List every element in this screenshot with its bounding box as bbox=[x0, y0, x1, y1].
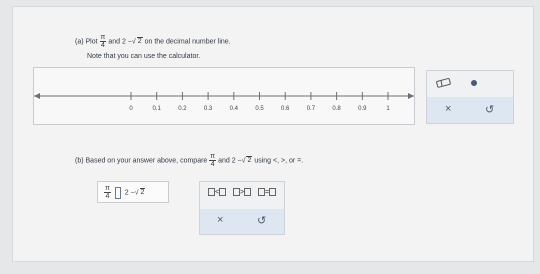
number-line-tick-label: 0.7 bbox=[306, 106, 316, 112]
number-line-tick-label: 0 bbox=[129, 106, 133, 112]
tool-actions bbox=[427, 97, 513, 123]
question-panel bbox=[12, 6, 534, 262]
number-line-tick-label: 0.3 bbox=[203, 106, 213, 112]
answer-slot[interactable] bbox=[115, 187, 121, 199]
part-b-label: (b) bbox=[75, 157, 84, 165]
sqrt-radicand: 2 bbox=[137, 38, 142, 46]
number-line-tick-label: 0.4 bbox=[229, 106, 238, 112]
point-tool-icon[interactable] bbox=[470, 79, 478, 87]
number-line-tick-label: 0.9 bbox=[358, 106, 367, 112]
number-line-area[interactable] bbox=[33, 67, 415, 125]
part-b-text: Based on your answer above, compare bbox=[85, 157, 208, 165]
and-text: and bbox=[218, 157, 230, 165]
number-line-tick-label: 0.1 bbox=[152, 106, 161, 112]
right-arrow-icon bbox=[408, 93, 414, 99]
clear-button[interactable]: × bbox=[445, 103, 452, 115]
fraction-numerator: π bbox=[105, 185, 110, 192]
part-a-label: (a) bbox=[75, 38, 84, 46]
fraction-denominator: 4 bbox=[101, 42, 105, 49]
equals-button[interactable]: = bbox=[258, 188, 276, 196]
eraser-icon[interactable] bbox=[435, 77, 453, 89]
pi-over-4-fraction bbox=[100, 34, 107, 49]
fraction-denominator: 4 bbox=[105, 193, 110, 200]
pi-over-4-fraction bbox=[209, 153, 216, 168]
sqrt-symbol: √ bbox=[241, 157, 246, 165]
answer-fraction bbox=[104, 185, 111, 200]
number-line-tick-label: 0.8 bbox=[332, 106, 341, 112]
left-arrow-icon bbox=[34, 93, 40, 99]
fraction-numerator: π bbox=[100, 34, 106, 41]
undo-button[interactable]: ↺ bbox=[485, 104, 495, 116]
undo-button[interactable]: ↺ bbox=[257, 215, 267, 227]
calculator-note: Note that you can use the calculator. bbox=[87, 53, 201, 60]
and-text: and bbox=[108, 38, 121, 46]
part-a-verb: Plot bbox=[85, 38, 98, 46]
expr-prefix: 2 − bbox=[121, 38, 132, 46]
sqrt-symbol: √ bbox=[131, 38, 136, 46]
tool-row bbox=[427, 71, 513, 95]
sqrt-radicand: 2 bbox=[247, 157, 252, 165]
fraction-numerator: π bbox=[210, 153, 216, 160]
part-b-suffix: using <, >, or =. bbox=[254, 157, 304, 165]
less-than-button[interactable]: < bbox=[208, 188, 226, 196]
number-line[interactable] bbox=[34, 68, 414, 124]
greater-than-button[interactable]: > bbox=[233, 188, 251, 196]
comparison-palette bbox=[199, 181, 285, 235]
number-line-tick-label: 0.5 bbox=[255, 106, 264, 112]
clear-button[interactable]: × bbox=[217, 214, 224, 226]
number-line-tick-label: 1 bbox=[386, 106, 390, 112]
number-line-tick-label: 0.6 bbox=[281, 106, 290, 112]
graph-tools bbox=[426, 70, 514, 124]
fraction-denominator: 4 bbox=[210, 161, 215, 168]
part-a-suffix: on the decimal number line. bbox=[144, 38, 231, 46]
answer-expression bbox=[104, 185, 145, 200]
number-line-tick-label: 0.2 bbox=[178, 106, 187, 112]
comparison-answer-box[interactable] bbox=[97, 181, 169, 203]
part-b-prompt bbox=[75, 153, 303, 168]
palette-actions bbox=[200, 209, 284, 234]
expr-prefix: 2 − bbox=[124, 189, 135, 197]
sqrt-radicand: 2 bbox=[140, 189, 145, 197]
sqrt-symbol: √ bbox=[134, 189, 139, 197]
expr-prefix: 2 − bbox=[231, 157, 242, 165]
part-a-prompt bbox=[75, 34, 231, 49]
